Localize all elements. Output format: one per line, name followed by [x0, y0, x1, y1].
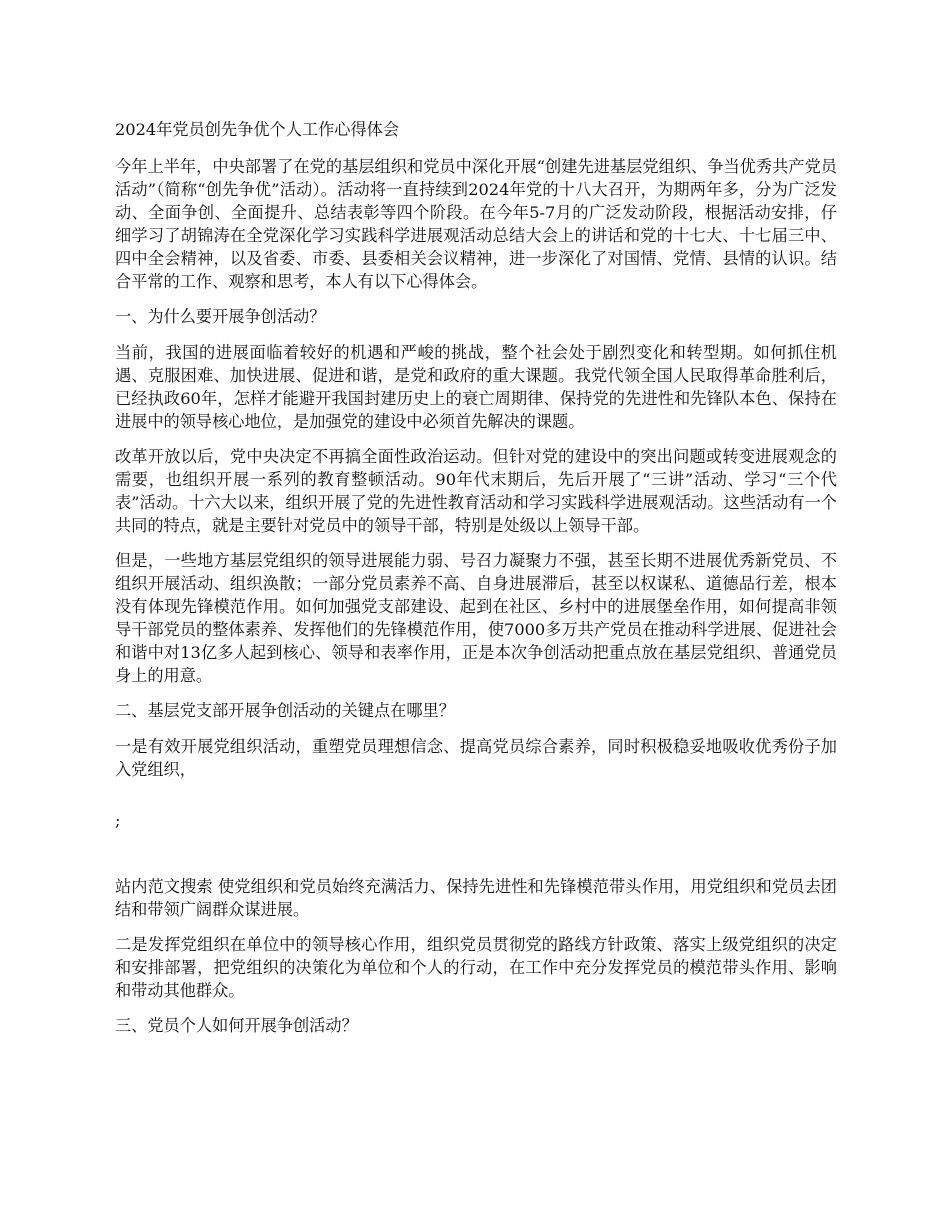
section-1-heading: 一、为什么要开展争创活动？ [115, 307, 326, 326]
section-1-paragraph-1: 当前，我国的进展面临着较好的机遇和严峻的挑战，整个社会处于剧烈变化和转型期。如何抓住机遇、克服困难、加快进展、促进和谐，是党和政府的重大课题。我党代领全国人民取得革命胜利后，已经执政60年，怎样才能避开我国封建历史上的衰亡周期律、保持党的先进性和先锋队本色、保持在进展中的领导核心地位，是加强党的建设中必须首先解决的课题。 [115, 343, 837, 431]
section-3-heading: 三、党员个人如何开展争创活动？ [115, 1016, 358, 1035]
section-1-paragraph-2: 改革开放以后，党中央决定不再搞全面性政治运动。但针对党的建设中的突出问题或转变进展观念的需要，也组织开展一系列的教育整顿活动。90年代末期后，先后开展了“三讲”活动、学习“三个代表”活动。十六大以来，组织开展了党的先进性教育活动和学习实践科学进展观活动。这些活动有一个共同的特点，就是主要针对党员中的领导干部，特别是处级以上领导干部。 [115, 447, 837, 535]
section-2-paragraph-2: 站内范文搜索 使党组织和党员始终充满活力、保持先进性和先锋模范带头作用，用党组织和党员去团结和带领广阔群众谋进展。 [115, 877, 837, 919]
section-2-heading: 二、基层党支部开展争创活动的关键点在哪里？ [115, 701, 455, 720]
section-2-paragraph-3: 二是发挥党组织在单位中的领导核心作用，组织党员贯彻党的路线方针政策、落实上级党组织的决定和安排部署，把党组织的决策化为单位和个人的行动，在工作中充分发挥党员的模范带头作用、影响和带动其他群众。 [115, 935, 837, 1000]
intro-paragraph: 今年上半年，中央部署了在党的基层组织和党员中深化开展“创建先进基层党组织、争当优秀共产党员活动”（简称“创先争优”活动）。活动将一直持续到2024年党的十八大召开，为期两年多，分为广泛发动、全面争创、全面提升、总结表彰等四个阶段。在今年5-7月的广泛发动阶段，根据活动安排，仔细学习了胡锦涛在全党深化学习实践科学进展观活动总结大会上的讲话和党的十七大、十七届三中、四中全会精神，以及省委、市委、县委相关会议精神，进一步深化了对国情、党情、县情的认识。结合平常的工作、观察和思考，本人有以下心得体会。 [115, 157, 837, 291]
section-1-paragraph-3: 但是，一些地方基层党组织的领导进展能力弱、号召力凝聚力不强，甚至长期不进展优秀新党员、不组织开展活动、组织涣散；一部分党员素养不高、自身进展滞后，甚至以权谋私、道德品行差，根本没有体现先锋模范作用。如何加强党支部建设、起到在社区、乡村中的进展堡垒作用，如何提高非领导干部党员的整体素养、发挥他们的先锋模范作用，使7000多万共产党员在推动科学进展、促进社会和谐中对13亿多人起到核心、领导和表率作用，正是本次争创活动把重点放在基层党组织、普通党员身上的用意。 [115, 551, 837, 685]
semicolon-line: ; [115, 811, 121, 830]
document-page [115, 118, 837, 1050]
document-title: 2024年党员创先争优个人工作心得体会 [115, 120, 400, 139]
section-2-paragraph-1: 一是有效开展党组织活动，重塑党员理想信念、提高党员综合素养，同时积极稳妥地吸收优秀份子加入党组织， [115, 737, 837, 779]
